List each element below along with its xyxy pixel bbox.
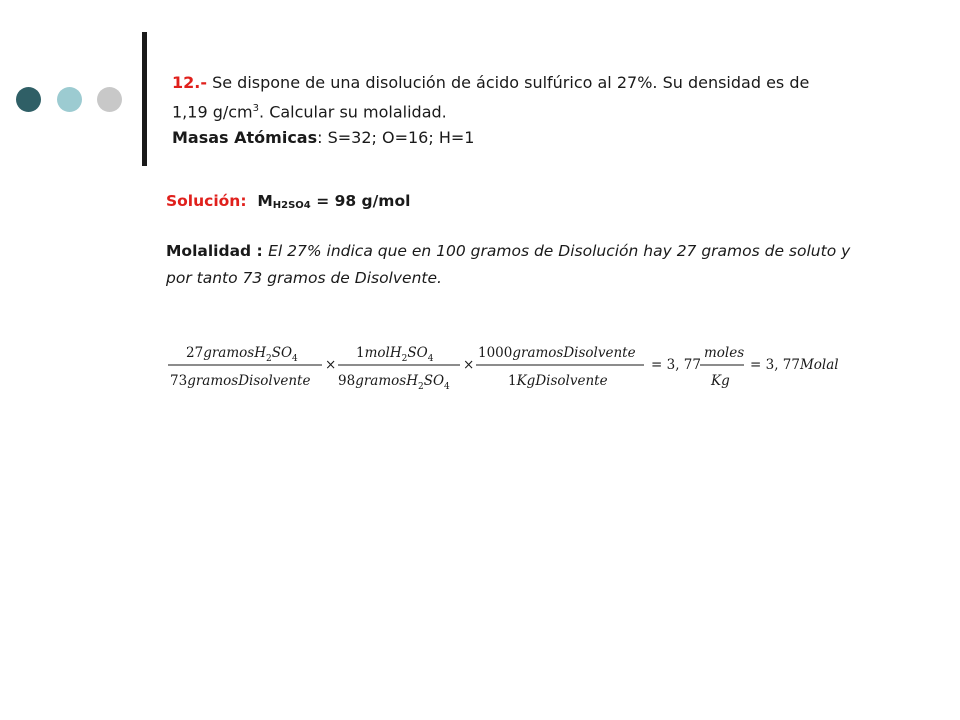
f3-denominator: 1KgDisolvente	[508, 373, 608, 389]
f2-numerator: $1molH_2SO_4$	[356, 345, 434, 364]
problem-statement	[172, 70, 892, 151]
molality-equation	[168, 338, 868, 398]
atomic-masses-label: Masas Atómicas	[172, 128, 318, 148]
molar-mass-symbol: M	[257, 192, 273, 210]
problem-text-line-1: Se dispone de una disolución de ácido sulfúrico al 27%. Su densidad es de	[212, 73, 810, 92]
problem-question: . Calcular su molalidad.	[259, 102, 447, 122]
decor-dot-dark	[16, 87, 41, 112]
vertical-divider	[142, 32, 147, 166]
atomic-masses-values: : S=32; O=16; H=1	[317, 128, 475, 148]
solution-line	[166, 188, 886, 219]
solution-label: Solución:	[166, 192, 247, 210]
molalidad-paragraph	[166, 238, 876, 292]
molar-mass-subscript: H2SO4	[272, 200, 311, 211]
f4-numerator: moles	[704, 345, 745, 361]
density-value: 1,19 g/cm	[172, 102, 253, 122]
equals-result-2: = 3, 77Molal	[750, 357, 839, 373]
decor-dot-teal	[57, 87, 82, 112]
problem-line-1	[172, 70, 892, 96]
molar-mass-value: = 98 g/mol	[316, 192, 411, 210]
times-sign-2: ×	[463, 357, 475, 373]
times-sign-1: ×	[325, 357, 337, 373]
molalidad-text: El 27% indica que en 100 gramos de Disolución hay 27 gramos de soluto y por tanto 73 gramos de Disolvente.	[166, 242, 851, 287]
f1-numerator: $27gramosH_2SO_4$	[186, 345, 298, 364]
problem-line-2	[172, 96, 892, 125]
molalidad-separator: :	[251, 242, 269, 260]
equals-result-1: = 3, 77	[651, 357, 701, 373]
f1-denominator: 73gramosDisolvente	[170, 373, 311, 389]
fraction-1	[168, 345, 322, 389]
problem-number: 12.-	[172, 73, 207, 92]
density-exponent: 3	[252, 103, 260, 114]
decor-dot-gray	[97, 87, 122, 112]
fraction-3	[476, 345, 644, 389]
fraction-2	[338, 345, 460, 392]
molalidad-label: Molalidad	[166, 242, 252, 260]
fraction-4	[700, 345, 744, 389]
problem-line-3	[172, 125, 892, 151]
f2-denominator: $98gramosH_2SO_4$	[338, 373, 450, 392]
f4-denominator: Kg	[711, 373, 730, 389]
f3-numerator: 1000gramosDisolvente	[478, 345, 636, 361]
